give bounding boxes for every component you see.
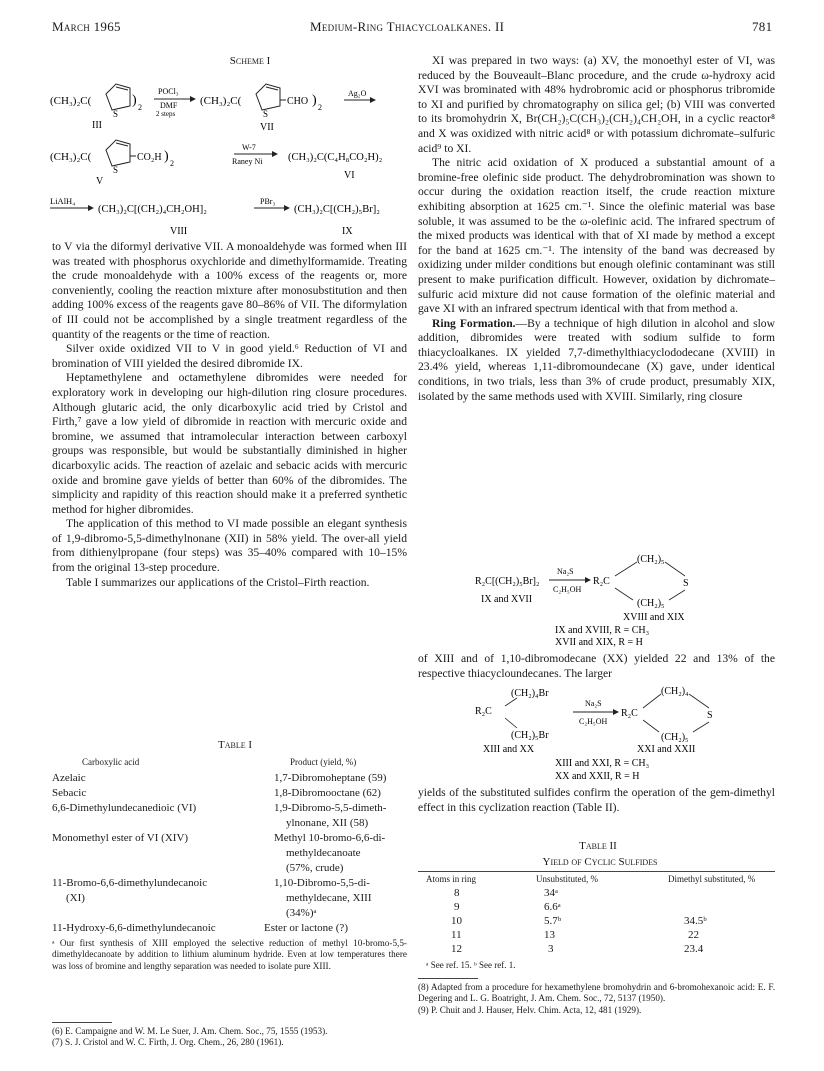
right-p1: XI was prepared in two ways: (a) XV, the monoethyl ester of VI, was reduced by the Bouveault–Blanc procedure, and the crude ω-hydroxy acid XVI was brominated with 48% hydrobromic acid or phosphorus tribromide to XI and purified by chromatography on silica gel; (b) VIII was converted to its bromohydrin X, Br(CH₂)₅C(CH₃)₂(CH₂)₄CH₂OH, in a cyclic reactor⁸ and X was oxidized with nitric acid⁸ or with potassium dichromate–sulfuric acid⁹ to XI. xyxy=(418,54,775,155)
svg-text:XVIII and XIX: XVIII and XIX xyxy=(623,612,685,623)
svg-text:XX and XXII, R = H: XX and XXII, R = H xyxy=(555,771,640,782)
scheme1-r3-product2: (CH₃)₂C[(CH₂)₅Br]₂ xyxy=(294,204,380,215)
left-p5: Table I summarizes our applications of the Cristol–Firth reaction. xyxy=(66,575,370,589)
table1-cell: (57%, crude) xyxy=(286,862,344,874)
table1-cell: methyldecanoate xyxy=(286,847,361,859)
svg-text:S: S xyxy=(113,109,119,119)
svg-text:): ) xyxy=(312,93,317,108)
right-p5-block xyxy=(418,786,775,815)
svg-text:IX and XVII: IX and XVII xyxy=(481,594,533,605)
right-p4: of XIII and of 1,10-dibromodecane (XX) yielded 22 and 13% of the respective thiacycloundecanes. The larger xyxy=(418,652,775,680)
table2-cell: 5.7ᵇ xyxy=(544,915,562,927)
scheme1-figure xyxy=(50,68,410,240)
svg-text:XXI and XXII: XXI and XXII xyxy=(637,744,696,755)
left-column-text xyxy=(52,240,407,590)
table1-cell: 1,7-Dibromoheptane (59) xyxy=(274,772,387,784)
table1-cell: (XI) xyxy=(66,892,85,904)
svg-text:III: III xyxy=(92,120,102,131)
table1-cell: Monomethyl ester of VI (XIV) xyxy=(52,832,189,844)
table1-cell: Sebacic xyxy=(52,787,87,799)
table1-cell: 1,10-Dibromo-5,5-di- xyxy=(274,877,370,889)
table2-cell: 10 xyxy=(451,915,462,927)
svg-text:CHO: CHO xyxy=(287,96,309,107)
left-p2: Silver oxide oxidized VII to V in good yield.⁶ Reduction of VI and bromination of VIII yielded the desired dibromide IX. xyxy=(52,342,407,370)
table2-cell: 9 xyxy=(454,901,460,913)
svg-text:VI: VI xyxy=(344,170,355,181)
svg-text:S: S xyxy=(707,710,713,721)
table2-cell: 34.5ᵇ xyxy=(684,915,707,927)
table1 xyxy=(52,757,407,1027)
footnote-7: (7) S. J. Cristol and W. C. Firth, J. Org. Chem., 26, 280 (1961). xyxy=(52,1037,284,1048)
scheme1-r2-left: (CH₃)₂C( xyxy=(50,151,92,163)
table2-caption: Table II xyxy=(579,840,617,852)
svg-text:R₂C: R₂C xyxy=(621,708,638,719)
right-p2: The nitric acid oxidation of X produced a substantial amount of a bromine-free olefinic side product. The dehydrobromination was shown to occur during the oxidation reaction itself, the crude reaction mixture exhibiting absorption at 1625 cm.⁻¹. Since the olefinic material was base soluble, it was assumed to be the ω-olefinic acid. The infrared spectrum of the mixed products was identical with that of XI made by method a except for the band at 1625 cm.⁻¹. The intensity of the band was decreased by oxidizing under milder conditions but enough olefinic contaminant was still present to make purification difficult. However, oxidation by dichromate–sulfuric acid mixture did not cause formation of the olefinic material and gave XI with an infrared spectrum identical with that from method a. xyxy=(418,156,775,316)
svg-text:(CH₂)₄Br: (CH₂)₄Br xyxy=(511,688,549,699)
left-p1: to V via the diformyl derivative VII. A monoaldehyde was formed when III was treated with phosphorus oxychloride and dimethylformamide. Treating the crude monoaldehyde with a 100% excess of the reagents or, more conveniently, cooling the reaction mixture after monosubstitution and then adding 100% excess of the reagents gave 80–86% of VII. The diformylation of III could not be accomplished by a single treatment regardless of the quantity of the reagents or the time of reaction. xyxy=(52,240,407,341)
svg-text:2 steps: 2 steps xyxy=(156,110,176,118)
right-footnotes xyxy=(418,982,775,1016)
table1-cell: 11-Bromo-6,6-dimethylundecanoic xyxy=(52,877,208,889)
table2-cell: 23.4 xyxy=(684,943,704,955)
svg-text:V: V xyxy=(96,176,104,187)
reagent-pbr3: PBr₃ xyxy=(260,197,276,206)
scheme1-r2-product: (CH₃)₂C(C₄H₈CO₂H)₂ xyxy=(288,152,383,163)
svg-text:(CH₂)₅Br: (CH₂)₅Br xyxy=(511,730,549,741)
svg-text:2: 2 xyxy=(318,103,322,112)
left-p4: The application of this method to VI made possible an elegant synthesis of 1,9-dibromo-5,5-dimethylnonane (XII) in 58% yield. The over-all yield from dithienylpropane (four steps) was 35–40% compared with 10–15% from the original 13-step procedure. xyxy=(52,517,407,575)
svg-text:CO₂H: CO₂H xyxy=(137,152,162,163)
right-p5: yields of the substituted sulfides confirm the operation of the gem-dimethyl effect in this cyclization reaction (Table II). xyxy=(418,786,775,814)
scheme3-figure xyxy=(475,686,735,786)
thiophene-ring-icon xyxy=(106,84,130,119)
scheme3-reactant: R₂C xyxy=(475,706,492,717)
table1-cell: 1,9-Dibromo-5,5-dimeth- xyxy=(274,802,387,814)
svg-text:DMF: DMF xyxy=(160,101,178,110)
table1-cell: 1,8-Dibromooctane (62) xyxy=(274,787,381,799)
thiophene-ring-icon xyxy=(256,84,280,119)
svg-text:R₂C: R₂C xyxy=(593,576,610,587)
svg-text:XVII and XIX, R = H: XVII and XIX, R = H xyxy=(555,637,643,648)
svg-text:C₂H₅OH: C₂H₅OH xyxy=(579,717,608,726)
table2-subtitle: Yield of Cyclic Sulfides xyxy=(542,856,658,868)
table2-cell: 12 xyxy=(451,943,462,955)
scheme2-figure xyxy=(475,554,735,650)
table1-col2-header: Product (yield, %) xyxy=(290,757,357,767)
svg-text:Na₂S: Na₂S xyxy=(585,699,602,708)
svg-text:S: S xyxy=(683,578,689,589)
footnote-6: (6) E. Campaigne and W. M. Le Suer, J. Am. Chem. Soc., 75, 1555 (1953). xyxy=(52,1026,328,1036)
svg-text:): ) xyxy=(132,93,137,108)
running-date: March 1965 xyxy=(52,19,121,34)
section-heading-ring-formation: Ring Formation. xyxy=(432,316,516,330)
reagent-w7: W-7 xyxy=(242,143,256,152)
table2-cell: 34ᵃ xyxy=(544,887,559,899)
table1-cell: methyldecane, XIII xyxy=(286,892,372,904)
table2-cell: 13 xyxy=(544,929,555,941)
svg-text:S: S xyxy=(113,165,119,175)
table1-cell: 11-Hydroxy-6,6-dimethylundecanoic xyxy=(52,922,216,934)
footnote-rule-right xyxy=(418,978,478,979)
scheme2-reactant: R₂C[(CH₂)₅Br]₂ xyxy=(475,576,540,587)
reagent-pocl3: POCl₃ xyxy=(158,87,179,96)
scheme1-r3-product1: (CH₃)₂C[(CH₂)₄CH₂OH]₂ xyxy=(98,204,207,215)
scheme1-r1-product: (CH₃)₂C( xyxy=(200,95,242,107)
svg-text:Na₂S: Na₂S xyxy=(557,567,574,576)
table1-cell: ylnonane, XII (58) xyxy=(286,817,369,829)
reagent-ag2o: Ag₂O xyxy=(348,89,367,98)
table1-cell: (34%)ᵃ xyxy=(286,907,317,919)
running-title: Medium-Ring Thiacycloalkanes. II xyxy=(310,19,505,34)
svg-text:VIII: VIII xyxy=(170,226,188,237)
right-p3: Ring Formation.—By a technique of high dilution in alcohol and slow addition, dibromides were treated with sodium sulfide to form thiacycloalkanes. IX yielded 7,7-dimethylthiacyclododecane (XVIII) in 23.4% yield, whereas 1,11-dibromoundecane (X) gave, under identical conditions, in two trials, less than 3% of crude product, presumably XIX, isolated by the same methods used with XVIII. Similarly, ring closure xyxy=(418,316,775,403)
svg-text:IX and XVIII, R = CH₃: IX and XVIII, R = CH₃ xyxy=(555,625,650,636)
table2-top-rule xyxy=(418,871,775,872)
right-p4-block xyxy=(418,652,775,681)
table2-cell: 11 xyxy=(451,929,462,941)
table2-cell: 3 xyxy=(548,943,554,955)
svg-text:(CH₂)₅: (CH₂)₅ xyxy=(637,598,665,609)
left-footnotes xyxy=(52,1026,407,1049)
table2-col3-header: Dimethyl substituted, % xyxy=(668,874,756,884)
svg-text:C₂H₅OH: C₂H₅OH xyxy=(553,585,582,594)
table1-cell: Methyl 10-bromo-6,6-di- xyxy=(274,832,386,844)
table2-cell: 22 xyxy=(688,929,699,941)
svg-text:(CH₂)₅: (CH₂)₅ xyxy=(661,732,689,743)
svg-text:S: S xyxy=(263,109,269,119)
thiophene-ring-icon xyxy=(106,140,130,175)
table1-footnote: ᵃ Our first synthesis of XIII employed the selective reduction of methyl 10-bromo-5,5-dimethyldecanoate by addition to lithium aluminum hydride. Even at low temperatures there was loss of bromine and lengthy separation was needed to isolate pure XIII. xyxy=(52,938,407,971)
svg-text:XIII and XXI, R = CH₃: XIII and XXI, R = CH₃ xyxy=(555,758,650,769)
footnote-rule xyxy=(52,1022,112,1023)
table2-footnote: ᵃ See ref. 15. ᵇ See ref. 1. xyxy=(426,960,516,970)
scheme1-caption: Scheme I xyxy=(229,55,271,67)
table1-cell: Azelaic xyxy=(52,772,86,784)
svg-text:2: 2 xyxy=(170,159,174,168)
page-number: 781 xyxy=(752,19,773,34)
svg-text:(CH₂)₅: (CH₂)₅ xyxy=(637,554,665,565)
svg-text:Raney Ni: Raney Ni xyxy=(232,157,263,166)
table1-caption: Table I xyxy=(217,739,253,751)
table2-col1-header: Atoms in ring xyxy=(426,874,477,884)
svg-text:): ) xyxy=(164,149,169,164)
table1-col1-header: Carboxylic acid xyxy=(82,757,140,767)
svg-text:2: 2 xyxy=(138,103,142,112)
table2-cell: 6.6ᵃ xyxy=(544,901,561,913)
scheme1-r1-left: (CH₃)₂C( xyxy=(50,95,92,107)
footnote-8: (8) Adapted from a procedure for hexamethylene bromohydrin and 6-bromohexanoic acid: E. F. Degering and L. G. Boatright, J. Am. Chem. Soc., 72, 5137 (1950). xyxy=(418,982,775,1004)
left-p3: Heptamethylene and octamethylene dibromides were needed for exploratory work in developing our high-dilution ring closure procedures. Although glutaric acid, the only dicarboxylic acid tried by Cristol and Firth,⁷ gave a low yield of dibromide in reaction with mercuric oxide and bromine, we assumed that intramolecular interaction between carboxyl groups was responsible, but would be substantially diminished in higher dicarboxylic acids. The reaction of azelaic and sebacic acids with mercuric oxide and bromine gave yields of better than 60% of the dibromides. The simplicity and rapidity of this reaction should make it a preferred synthetic method for higher dibromides. xyxy=(52,371,407,516)
table1-cell: 6,6-Dimethylundecanedioic (VI) xyxy=(52,802,197,814)
table2-cell: 8 xyxy=(454,887,460,899)
footnote-9: (9) P. Chuit and J. Hauser, Helv. Chim. Acta, 12, 481 (1929). xyxy=(418,1004,642,1015)
reagent-lialh4: LiAlH₄ xyxy=(50,196,76,206)
right-column-text xyxy=(418,54,775,404)
table1-cell: Ester or lactone (?) xyxy=(264,922,348,934)
svg-text:(CH₂)₄: (CH₂)₄ xyxy=(661,686,689,697)
svg-text:XIII and XX: XIII and XX xyxy=(483,744,535,755)
svg-text:IX: IX xyxy=(342,226,353,237)
table2-col2-header: Unsubstituted, % xyxy=(536,874,598,884)
svg-text:VII: VII xyxy=(260,122,274,133)
